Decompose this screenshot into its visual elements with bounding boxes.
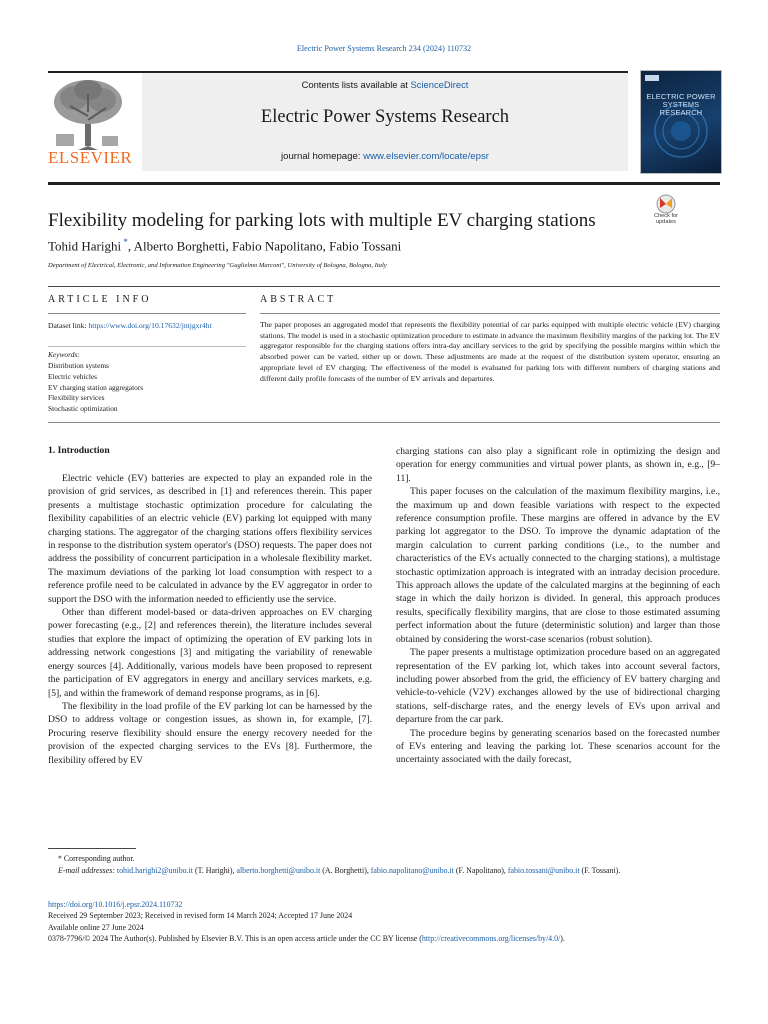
body-paragraph: The paper presents a multistage optimization procedure based on an aggregated representation of the EV parking lot, which takes into account several factors, including power absorbed from the grid, the efficiency of EV battery charging and vehicle-to-vehicle (V2V) exchanges allowed by the use of bidirectional charging stations, self-discharge rates, and the energy levels of EVs upon arrival and departure from the car park. bbox=[396, 647, 720, 726]
footnotes bbox=[48, 853, 720, 877]
journal-reference-link[interactable]: Electric Power Systems Research 234 (2024) 110732 bbox=[296, 44, 472, 53]
corresponding-author-mark[interactable]: * bbox=[121, 237, 128, 247]
keywords-list bbox=[48, 361, 143, 415]
email-link-tossani[interactable]: fabio.tossani@unibo.it bbox=[507, 866, 580, 875]
email-link-borghetti[interactable]: alberto.borghetti@unibo.it bbox=[236, 866, 321, 875]
dataset-link[interactable]: https://www.doi.org/10.17632/jntjgxr4ht bbox=[88, 321, 212, 330]
abstract-heading: ABSTRACT bbox=[260, 294, 337, 305]
corresponding-author-note: * Corresponding author. bbox=[58, 854, 135, 863]
dataset-label: Dataset link: bbox=[48, 321, 89, 330]
keyword-item: Electric vehicles bbox=[48, 371, 98, 381]
body-paragraph: The procedure begins by generating scenarios based on the forecasted number of EVs entering and leaving the parking lot. These scenarios account for the uncertainty associated with the daily forecast, bbox=[396, 727, 720, 766]
abstract-bottom-rule bbox=[48, 422, 720, 423]
keywords-heading: Keywords: bbox=[48, 350, 80, 359]
info-top-rule bbox=[48, 286, 720, 287]
affiliation: Department of Electrical, Electronic, and Information Engineering "Guglielmo Marconi", University of Bologna, Bologna, Italy bbox=[48, 262, 387, 269]
journal-title: Electric Power Systems Research bbox=[260, 107, 510, 127]
cover-title: ELECTRIC POWER SYSTEMS RESEARCH bbox=[646, 92, 716, 117]
author-list bbox=[48, 237, 401, 254]
email-owner: (F. Napolitano), bbox=[453, 866, 506, 875]
email-owner: (T. Harighi), bbox=[192, 866, 237, 875]
article-title: Flexibility modeling for parking lots with multiple EV charging stations bbox=[48, 210, 596, 231]
email-label: E-mail addresses: bbox=[58, 866, 117, 875]
keyword-item: Stochastic optimization bbox=[48, 404, 118, 414]
journal-homepage-line bbox=[142, 151, 628, 162]
available-online: Available online 27 June 2024 bbox=[48, 922, 144, 932]
keyword-item: EV charging station aggregators bbox=[48, 382, 144, 392]
contents-prefix: Contents lists available at bbox=[301, 79, 411, 90]
check-for-updates-badge[interactable] bbox=[648, 194, 684, 230]
journal-homepage-link[interactable]: www.elsevier.com/locate/epsr bbox=[363, 151, 489, 162]
license-prefix: 0378-7796/© 2024 The Author(s). Published by Elsevier B.V. This is an open access article under the CC BY license ( bbox=[48, 933, 422, 943]
doi-link[interactable]: https://doi.org/10.1016/j.epsr.2024.110732 bbox=[48, 900, 183, 909]
dataset-link-line bbox=[48, 320, 246, 331]
other-authors[interactable]: , Alberto Borghetti, Fabio Napolitano, Fabio Tossani bbox=[127, 238, 402, 254]
license-line bbox=[48, 933, 748, 944]
body-column-right bbox=[396, 445, 720, 767]
section-heading-introduction: 1. Introduction bbox=[48, 445, 110, 456]
email-link-napolitano[interactable]: fabio.napolitano@unibo.it bbox=[370, 866, 454, 875]
footnote-rule bbox=[48, 848, 136, 849]
masthead-bottom-rule bbox=[48, 182, 720, 185]
check-updates-label: Check for updates bbox=[654, 213, 678, 225]
license-suffix: ). bbox=[560, 933, 565, 943]
elsevier-tree-icon bbox=[48, 76, 128, 150]
homepage-prefix: journal homepage: bbox=[281, 151, 364, 162]
body-paragraph: Other than different model-based or data-driven approaches on EV charging power forecasting (e.g., [2] and references therein), the literature includes several studies that explore the impact of optimizing the operation of EV parking lots in addressing network congestions [3] and mitigating the variability of renewable energy sources [4]. Additionally, various models have been proposed to represent the participation of EV aggregators in energy and ancillary services markets, e.g. [5], and within the framework of demand response programs, as in [6]. bbox=[48, 607, 372, 699]
body-column-left bbox=[48, 472, 372, 767]
keywords-rule bbox=[48, 346, 246, 347]
elsevier-wordmark: ELSEVIER bbox=[48, 148, 133, 167]
masthead-band bbox=[142, 73, 628, 171]
sciencedirect-link[interactable]: ScienceDirect bbox=[410, 79, 469, 90]
abstract-text: The paper proposes an aggregated model that represents the flexibility potential of car parks equipped with multiple electric vehicle (EV) charging stations. The model is used in a stochastic optimization procedure to estimate in advance the maximum flexibility margins of the parking lot. The EV aggregator responsible for the charging stations offers intra-day ancillary services to the grid by specifying the possible margins within which the absorbed power can be varied, either up or down. These adjustments are made at the request of the distribution system operator, ensuring an appropriate level of EV charging. The effectiveness of the model is evaluated for parking lots with different numbers of charging stations and different daily profile forecasts of the number of EV arrivals and departures. bbox=[260, 320, 720, 383]
email-owner: (A. Borghetti), bbox=[320, 866, 371, 875]
body-paragraph: Electric vehicle (EV) batteries are expected to play an expanded role in the provision of grid services, as described in [1] and references therein. This paper presents a multistage stochastic optimization procedure for calculating the flexibility capabilities of an electric vehicle (EV) parking lot equipped with many charging stations. The aggregator of the charging stations offers flexibility services in response to the distribution system operator's (DSO) requests. The paper does not address the possibility of concurrent participation in a wholesale flexibility market. The maximum deviations of the parking lot load consumption with respect to a reference profile need to be calculated in advance by the EV aggregator in order to support the DSO with the information needed to efficiently use the service. bbox=[48, 473, 372, 605]
body-paragraph: charging stations can also play a significant role in optimizing the design and operation for energy communities and virtual power plants, as shown in, e.g., [9–11]. bbox=[396, 446, 720, 484]
keyword-item: Flexibility services bbox=[48, 393, 105, 403]
keyword-item: Distribution systems bbox=[48, 361, 109, 370]
abstract-rule bbox=[260, 313, 720, 314]
cover-art-icon bbox=[641, 71, 721, 173]
journal-cover-image[interactable] bbox=[640, 70, 722, 174]
received-dates: Received 29 September 2023; Received in revised form 14 March 2024; Accepted 17 June 2024 bbox=[48, 911, 353, 921]
article-info-heading: ARTICLE INFO bbox=[48, 294, 152, 305]
contents-line bbox=[142, 79, 628, 90]
body-paragraph: The flexibility in the load profile of the EV parking lot can be harnessed by the DSO to address voltage or congestion issues, as shown in, for example, [7]. Procuring reserve flexibility should ensure the energy recovery needed for the provision of the expected charging services to the EVs [8]. Furthermore, the flexibility offered by EV bbox=[48, 700, 372, 766]
article-info-rule bbox=[48, 313, 246, 314]
author-harighi[interactable]: Tohid Harighi bbox=[48, 238, 122, 254]
check-updates-icon bbox=[648, 194, 684, 214]
email-addresses bbox=[48, 865, 720, 877]
license-link[interactable]: http://creativecommons.org/licenses/by/4.0/ bbox=[421, 933, 561, 943]
email-owner: (F. Tossani). bbox=[579, 866, 621, 875]
body-paragraph: This paper focuses on the calculation of the maximum flexibility margins, i.e., the maximum up and down feasible variations with respect to the expected reference consumption profile. These margins are offered in advance by the EV parking lot aggregator to the DSO. To improve the dynamic adaptation of the margin calculation to current parking conditions (i.e., to the number and characteristics of the EVs actually connected to the charging stations), a multistage stochastic optimization approach is integrated with an intraday decision procedure. This approach allows the update of the calculated margins at the beginning of each stage in which the daily horizon is divided. In general, this approach produces results, specifically flexibility margins, that are close to those estimated assuming perfect information about the future (deterministic solution) and larger than those obtained by considering the worst-case scenarios (robust solution). bbox=[396, 486, 720, 645]
publication-info bbox=[48, 899, 748, 944]
email-link-harighi[interactable]: tohid.harighi2@unibo.it bbox=[116, 866, 193, 875]
elsevier-logo[interactable] bbox=[48, 76, 133, 168]
